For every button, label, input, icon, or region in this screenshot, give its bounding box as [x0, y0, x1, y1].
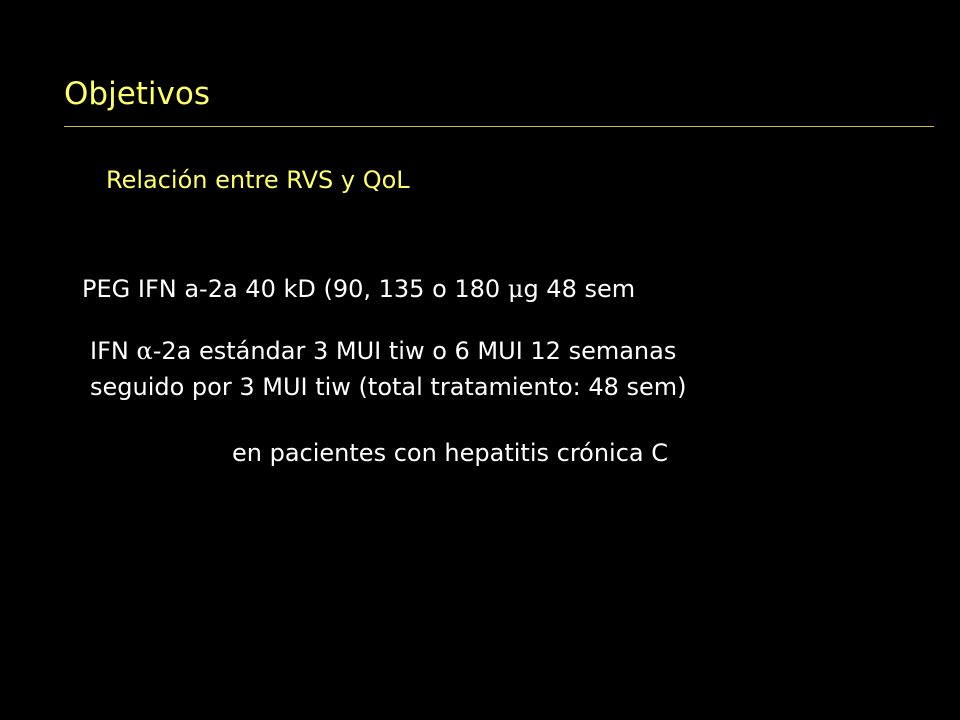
ifn-regimen-line-1	[90, 334, 676, 368]
title-divider	[64, 126, 934, 127]
slide-subtitle: Relación entre RVS y QoL	[106, 166, 410, 194]
ifn-regimen-line-2: seguido por 3 MUI tiw (total tratamiento: 48 sem)	[90, 373, 687, 401]
peg-ifn-regimen	[82, 272, 635, 306]
slide-title: Objetivos	[64, 76, 210, 112]
ifn-text-end: -2a estándar 3 MUI tiw o 6 MUI 12 semanas	[152, 337, 677, 365]
peg-ifn-text-end: g 48 sem	[523, 275, 636, 303]
patients-line: en pacientes con hepatitis crónica C	[232, 439, 669, 467]
ifn-text-start: IFN	[90, 337, 137, 365]
mu-symbol: μ	[507, 275, 524, 303]
peg-ifn-text-start: PEG IFN a-2a 40 kD (90, 135 o 180	[82, 275, 508, 303]
alpha-symbol: α	[136, 337, 153, 365]
